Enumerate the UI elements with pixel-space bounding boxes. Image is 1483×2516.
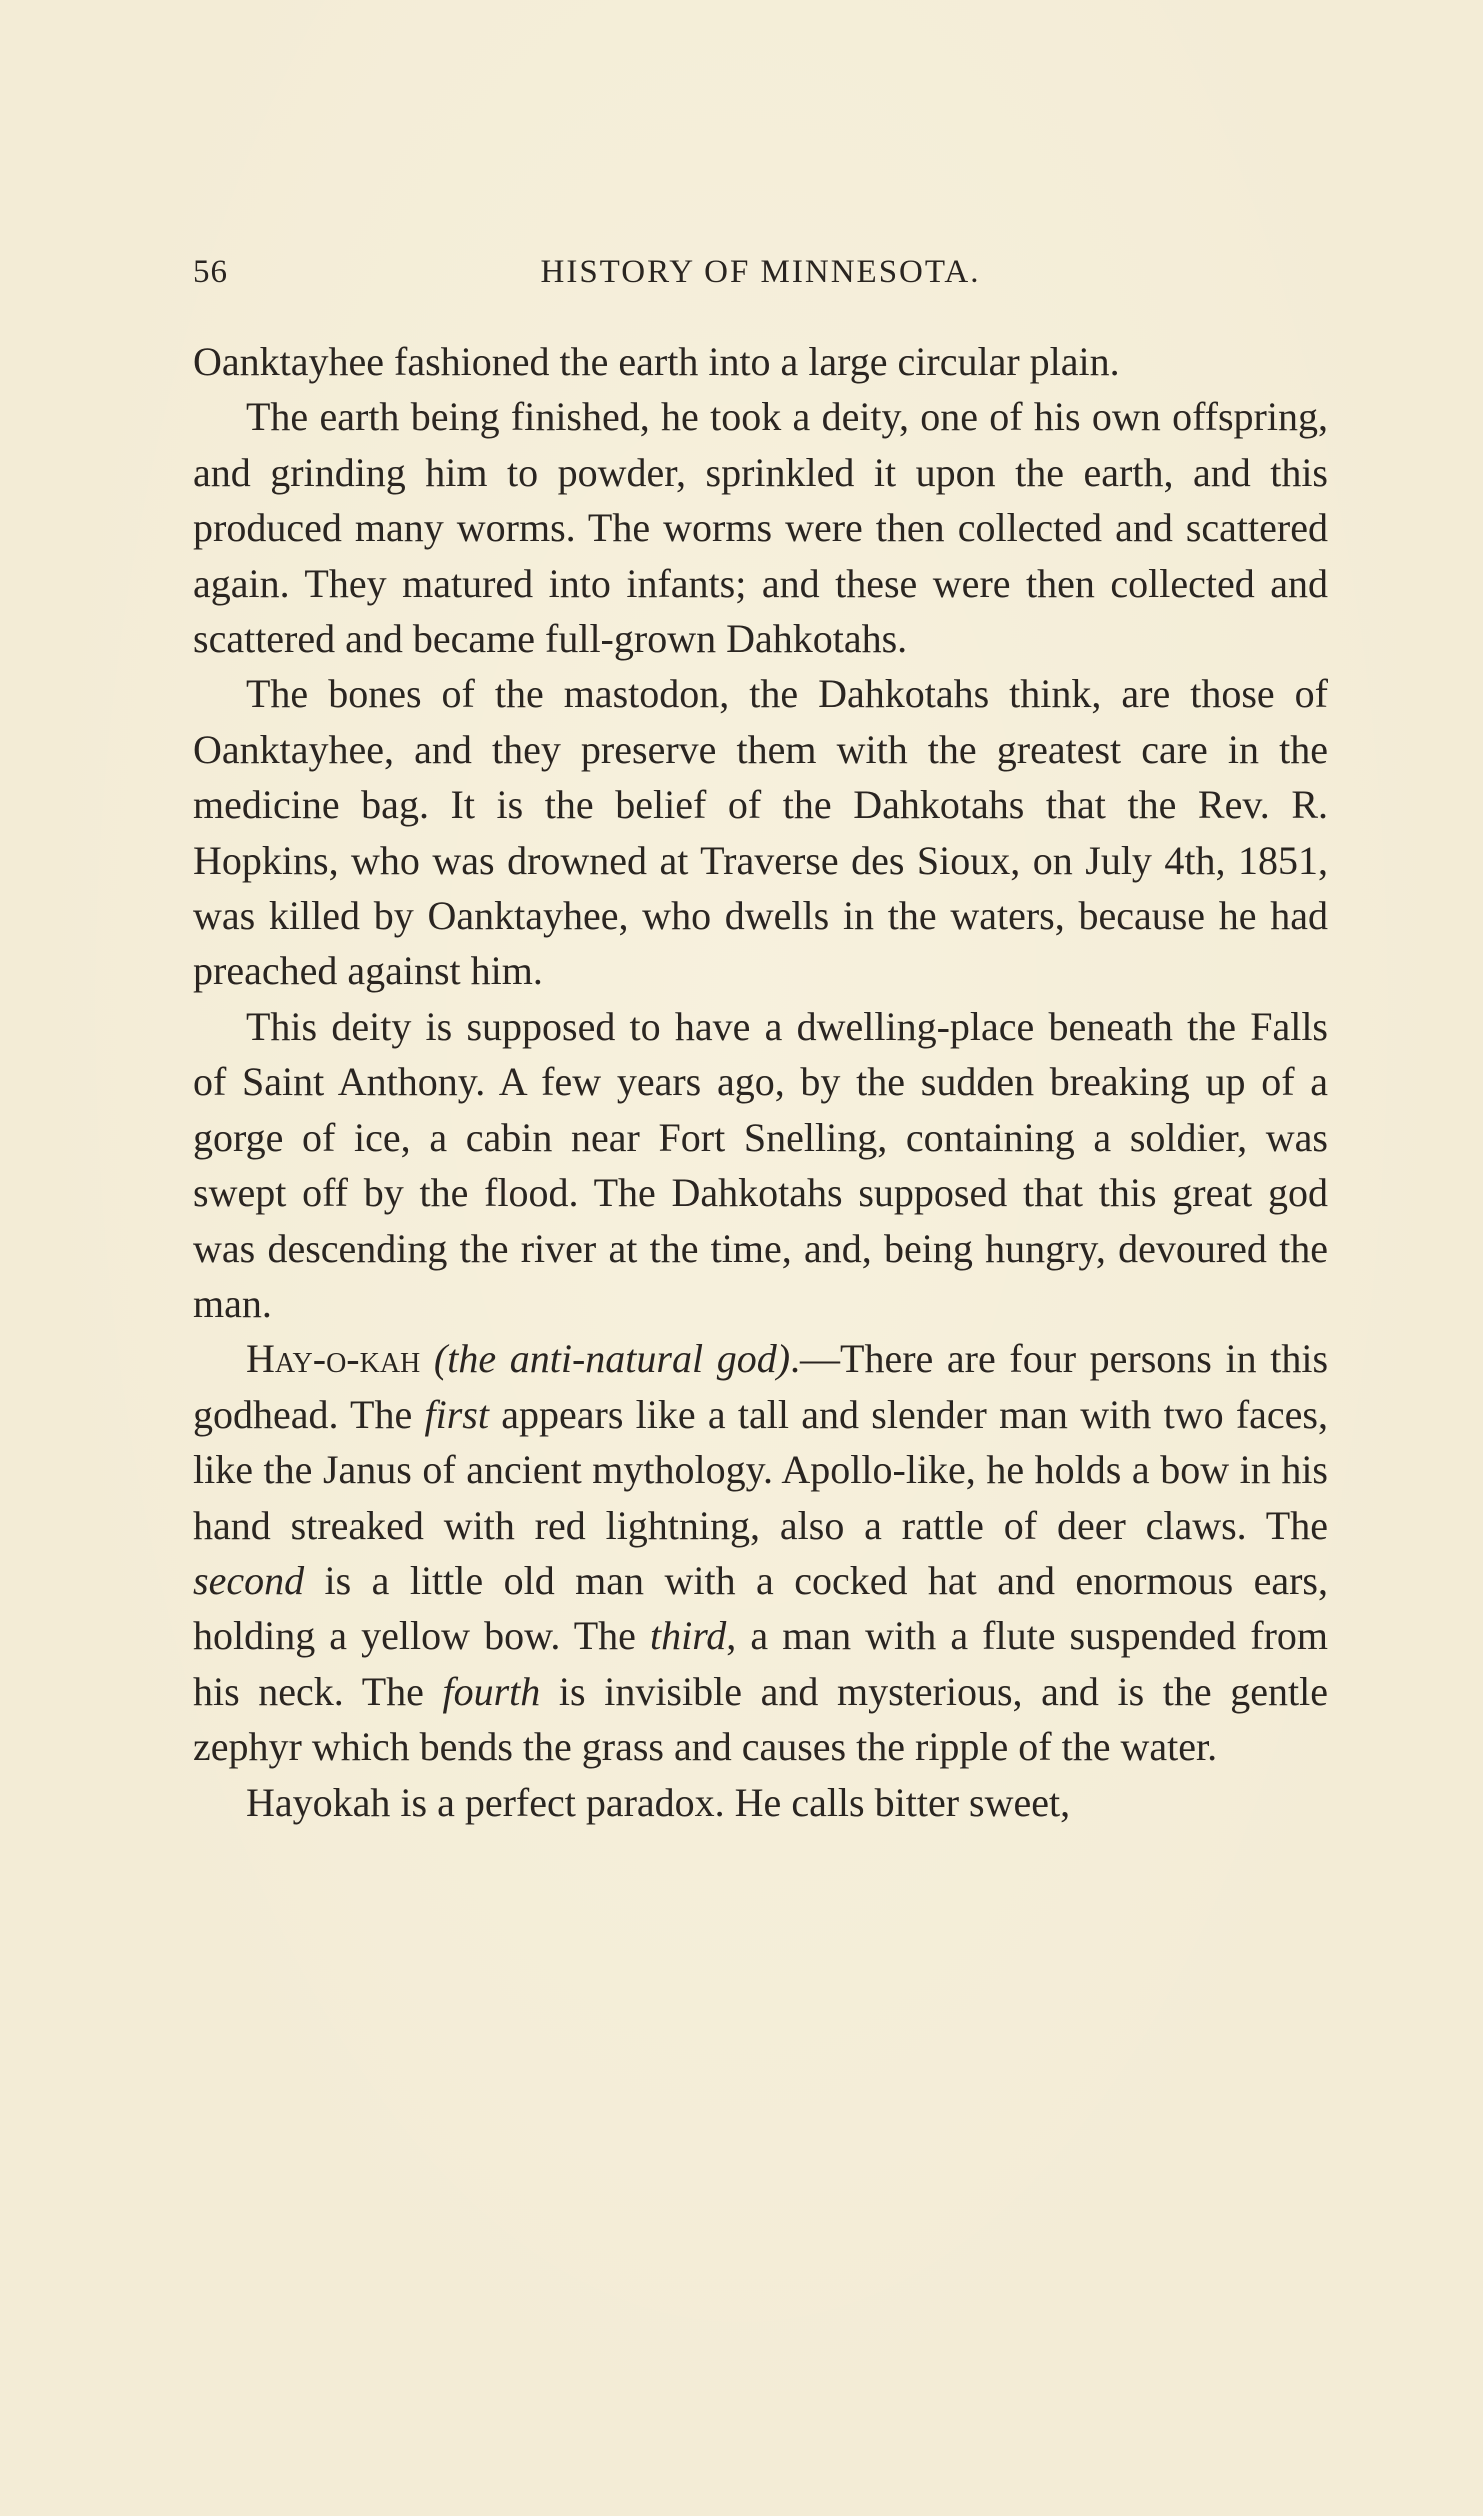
section-lead: Hay-o-kah <box>246 1336 421 1382</box>
text-run: is a little old man with a cocked hat and enormous ears, holding a yellow bow. The <box>193 1557 1328 1659</box>
paragraph: This deity is supposed to have a dwelling-place beneath the Falls of Saint Anthony. A few years ago, by the sudden breaking up of a gorge of ice, a cabin near Fort Snelling, containing a soldier, was swept off by the flood. The Dahkotahs supposed that this great god was descending the river at the time, and, being hungry, devoured the man. <box>193 1003 1328 1326</box>
text-run: appears like a tall and slender man with two faces, like the Janus of ancient mythology. Apollo-like, he holds a bow in his hand streaked with red lightning, also a rattle of deer claws. The <box>193 1391 1328 1548</box>
page-number: 56 <box>193 254 228 290</box>
text-run: .—There are four persons in this godhead. The <box>193 1336 1329 1437</box>
paragraph: Oanktayhee fashioned the earth into a large circular plain. <box>193 339 1120 384</box>
running-title: HISTORY OF MINNESOTA. <box>540 254 981 290</box>
paragraph: The bones of the mastodon, the Dahkotahs think, are those of Oanktayhee, and they preserve them with the greatest care in the medicine bag. It is the belief of the Dahkotahs that the Rev. R. Hopkins, who was drowned at Traverse des Sioux, on July 4th, 1851, was killed by Oanktayhee, who dwells in the waters, because he had preached against him. <box>193 671 1328 994</box>
text-run: , a man with a flute suspended from his neck. The <box>193 1613 1328 1714</box>
paragraph: The earth being finished, he took a deity, one of his own offspring, and grinding him to powder, sprinkled it upon the earth, and this produced many worms. The worms were then collected and scattered again. They matured into infants; and these were then collected and scattered and became full-grown Dahkotahs. <box>193 394 1328 662</box>
emphasis-third: third <box>649 1613 727 1659</box>
paragraph: Hayokah is a perfect paradox. He calls bitter sweet, <box>246 1779 1071 1825</box>
body-text <box>193 334 1328 1830</box>
text-run: is invisible and mysterious, and is the gentle zephyr which bends the grass and causes the ripple of the water. <box>193 1668 1328 1770</box>
emphasis-fourth: fourth <box>442 1668 541 1714</box>
emphasis-first: first <box>424 1391 489 1437</box>
section-gloss: (the anti-natural god) <box>433 1336 791 1382</box>
page-header <box>193 248 1328 298</box>
paragraph-hayokah <box>193 1331 1328 1774</box>
emphasis-second: second <box>193 1557 305 1603</box>
